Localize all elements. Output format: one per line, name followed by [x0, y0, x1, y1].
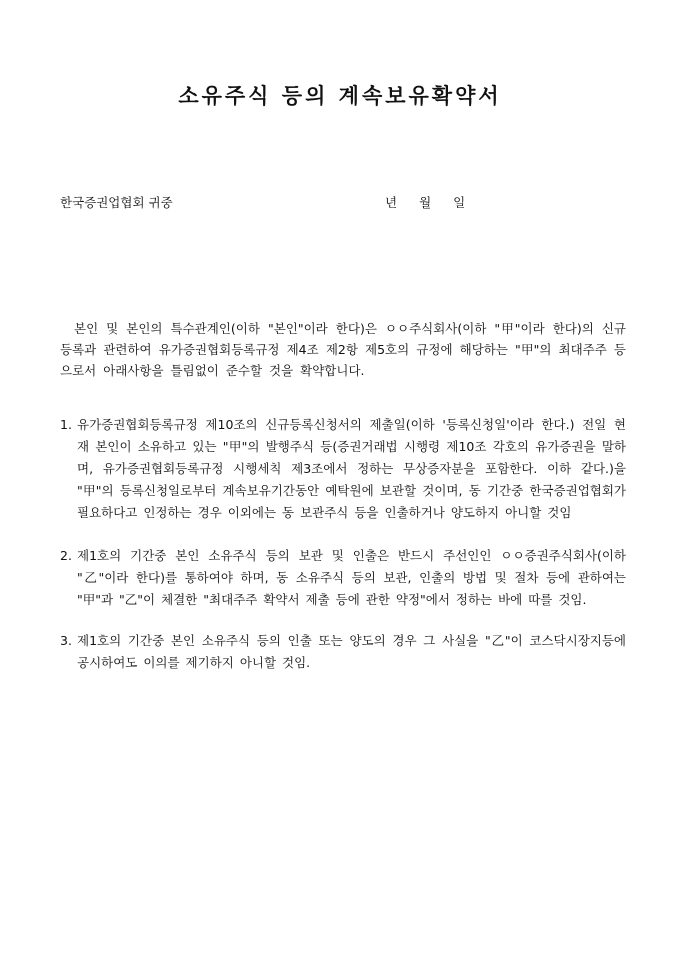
- pledge-item-2: [60, 545, 626, 611]
- pledge-item-3: [60, 630, 626, 674]
- item-text: 제1호의 기간중 본인 소유주식 등의 보관 및 인출은 반드시 주선인인 ㅇㅇ증권주식회사(이하 "乙"이라 한다)를 통하여야 하며, 동 소유주식 등의 보관, 인출의 방법 및 절차 등에 관하여는 "甲"과 "乙"이 체결한 "최대주주 확약서 제출 등에 관한 약정"에서 정하는 바에 따를 것임.: [77, 548, 626, 607]
- intro-paragraph: 본인 및 본인의 특수관계인(이하 "본인"이라 한다)은 ㅇㅇ주식회사(이하 "甲"이라 한다)의 신규등록과 관련하여 유가증권협회등록규정 제4조 제2항 제5호의 규정에 해당하는 "甲"의 최대주주 등으로서 아래사항을 틀림없이 준수할 것을 확약합니다.: [60, 321, 626, 378]
- date-day-label: 일: [453, 195, 466, 210]
- date-year-label: 년: [385, 195, 398, 210]
- item-number: 2.: [60, 548, 72, 563]
- pledge-items: [60, 414, 626, 674]
- document-title: 소유주식 등의 계속보유확약서: [178, 83, 502, 108]
- addressee: 한국증권업협회 귀중: [60, 195, 173, 210]
- item-number: 1.: [60, 417, 72, 432]
- date-month-label: 월: [419, 195, 432, 210]
- date-line: [385, 193, 465, 211]
- item-text: 제1호의 기간중 본인 소유주식 등의 인출 또는 양도의 경우 그 사실을 "乙"이 코스닥시장지등에 공시하여도 이의를 제기하지 아니할 것임.: [77, 633, 626, 670]
- item-number: 3.: [60, 633, 72, 648]
- item-text: 유가증권협회등록규정 제10조의 신규등록신청서의 제출일(이하 '등록신청일'이라 한다.) 전일 현재 본인이 소유하고 있는 "甲"의 발행주식 등(증권거래법 시행령 제10조 각호의 유가증권을 말하며, 유가증권협회등록규정 시행세칙 제3조에서 정하는 무상증자분을 포함한다. 이하 같다.)을 "甲"의 등록신청일로부터 계속보유기간동안 예탁원에 보관할 것이며, 동 기간중 한국증권업협회가 필요하다고 인정하는 경우 이외에는 동 보관주식 등을 인출하거나 양도하지 아니할 것임: [77, 417, 626, 520]
- pledge-item-1: [60, 414, 626, 524]
